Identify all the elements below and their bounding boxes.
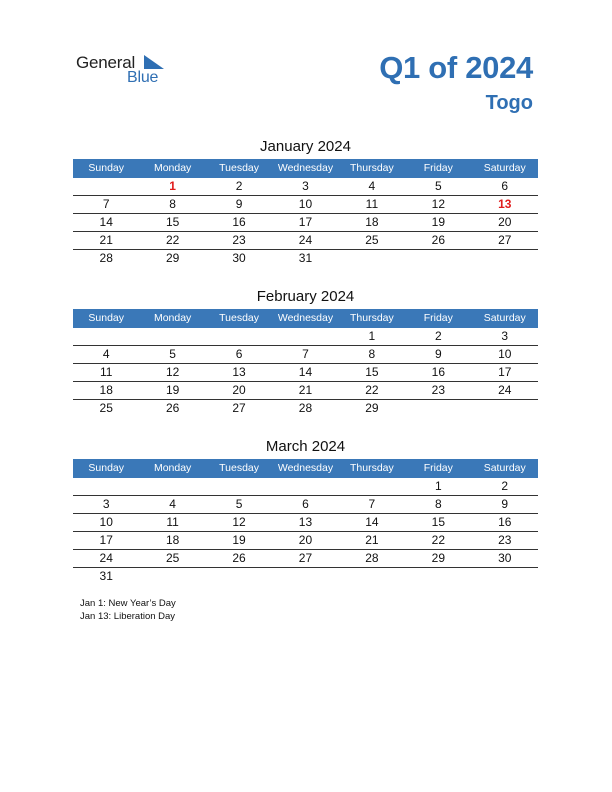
month-title: March 2024 [265,438,346,455]
date-cell: 15 [365,365,379,379]
weekday-label: Friday [423,162,453,174]
date-cell: 20 [298,533,313,547]
date-cell: 7 [102,197,110,211]
date-cell: 19 [431,215,445,229]
date-cell: 17 [298,215,313,229]
weekday-label: Thursday [350,312,394,324]
date-cell: 8 [434,497,442,511]
date-cell: 18 [365,215,379,229]
page-title: Q1 of 2024 [379,50,533,85]
week-row [73,532,538,550]
date-cell: 13 [298,515,313,529]
date-cell: 21 [365,533,379,547]
week-row [73,196,538,214]
date-cell: 2 [501,479,509,493]
date-cell [73,328,139,345]
date-cell: 29 [365,401,379,415]
date-cell: 22 [431,533,445,547]
date-cell: 5 [434,179,442,193]
date-cell: 6 [302,497,309,511]
holiday-notes [80,597,176,623]
date-cell: 27 [232,401,246,415]
date-cell: 26 [431,233,445,247]
month-title: January 2024 [260,138,351,155]
date-cell [206,478,272,495]
date-cell: 22 [365,383,379,397]
weekday-header [73,159,538,178]
date-cell: 9 [235,197,243,211]
date-cell: 3 [102,497,110,511]
date-cell [339,478,405,495]
date-cell [272,328,338,345]
date-cell: 5 [169,347,176,361]
weekday-label: Wednesday [277,162,334,174]
logo-text-general: General [76,53,136,72]
weekday-label: Saturday [483,312,526,324]
weekday-label: Tuesday [219,312,259,324]
date-cell: 13 [232,365,246,379]
date-cell [73,178,139,195]
holiday-date-cell: 1 [169,179,176,193]
country-name: Togo [485,92,533,114]
date-cell: 3 [302,179,309,193]
weekday-label: Thursday [350,462,394,474]
date-cell: 23 [232,233,246,247]
date-cell [272,568,338,585]
date-cell: 14 [365,515,379,529]
date-cell: 20 [232,383,246,397]
date-cell: 20 [498,215,512,229]
date-cell: 8 [169,197,176,211]
date-cell: 28 [99,251,113,265]
date-cell: 27 [498,233,512,247]
week-row [73,496,538,514]
weekday-label: Tuesday [219,162,259,174]
week-row [73,364,538,382]
date-cell: 26 [232,551,246,565]
date-cell: 24 [99,551,113,565]
date-cell: 4 [102,347,110,361]
date-cell: 16 [498,515,512,529]
date-cell [339,250,405,267]
date-cell: 25 [365,233,379,247]
weekday-label: Monday [153,312,192,324]
weekday-label: Saturday [483,462,526,474]
date-cell: 7 [302,347,309,361]
holiday-note: Jan 13: Liberation Day [80,611,176,622]
logo-triangle-icon [144,55,164,69]
date-cell: 4 [169,497,176,511]
date-cell [272,478,338,495]
date-cell: 3 [501,329,509,343]
weekday-label: Monday [153,162,192,174]
week-row [73,568,538,585]
date-cell: 6 [501,179,509,193]
weekday-label: Monday [153,462,192,474]
week-row [73,514,538,532]
week-row [73,550,538,568]
date-cell: 6 [235,347,243,361]
date-cell: 21 [99,233,113,247]
weekday-label: Sunday [88,462,125,474]
date-cell: 18 [99,383,113,397]
date-cell [206,328,272,345]
date-cell [73,478,139,495]
date-cell: 18 [165,533,180,547]
month-title: February 2024 [256,288,355,305]
date-cell: 14 [99,215,113,229]
date-cell: 8 [368,347,376,361]
date-cell: 2 [235,179,243,193]
month-calendar-march [73,436,538,585]
date-cell [405,400,471,417]
date-cell: 30 [498,551,512,565]
date-cell: 31 [298,251,313,265]
date-cell: 19 [232,533,246,547]
date-cell: 16 [431,365,445,379]
date-cell: 4 [368,179,376,193]
date-cell: 19 [165,383,180,397]
date-cell [139,568,205,585]
date-cell [206,568,272,585]
date-cell: 24 [298,233,313,247]
date-cell: 29 [431,551,445,565]
date-cell: 23 [431,383,445,397]
date-cell: 10 [298,197,313,211]
weekday-header [73,309,538,328]
date-cell [339,568,405,585]
week-row [73,250,538,267]
date-cell: 22 [165,233,180,247]
date-cell: 29 [165,251,180,265]
date-cell: 7 [368,497,376,511]
date-cell: 12 [232,515,246,529]
holiday-date-cell: 13 [498,197,512,211]
date-cell: 16 [232,215,246,229]
date-cell: 28 [365,551,379,565]
date-cell: 14 [298,365,313,379]
date-cell: 25 [165,551,180,565]
date-cell: 10 [99,515,113,529]
weekday-label: Thursday [350,162,394,174]
weekday-label: Tuesday [219,462,259,474]
date-cell [139,328,205,345]
date-cell: 9 [434,347,442,361]
date-cell: 31 [99,569,113,583]
weekday-label: Wednesday [277,462,334,474]
week-row [73,232,538,250]
date-cell: 23 [498,533,512,547]
date-cell: 26 [165,401,180,415]
date-cell: 15 [431,515,445,529]
date-cell: 28 [298,401,313,415]
weekday-label: Sunday [88,162,125,174]
date-cell: 25 [99,401,113,415]
date-cell: 17 [99,533,113,547]
date-cell: 12 [431,197,445,211]
weekday-label: Sunday [88,312,125,324]
date-cell [472,400,538,417]
generalblue-logo [76,52,176,88]
date-cell: 5 [235,497,243,511]
weekday-header [73,459,538,478]
week-row [73,346,538,364]
logo-text-blue: Blue [127,69,159,86]
week-row [73,382,538,400]
month-calendar-january [73,136,538,267]
date-cell: 11 [99,365,113,379]
date-cell: 9 [501,497,509,511]
date-cell: 27 [298,551,313,565]
date-cell [472,568,538,585]
date-cell: 2 [434,329,442,343]
date-cell: 11 [365,197,379,211]
week-row [73,214,538,232]
date-cell: 30 [232,251,246,265]
date-cell: 1 [368,329,376,343]
date-cell [472,250,538,267]
holiday-note: Jan 1: New Year’s Day [80,598,176,609]
date-cell: 21 [298,383,313,397]
week-row [73,478,538,496]
date-cell: 15 [165,215,180,229]
date-cell [139,478,205,495]
date-cell: 11 [166,515,179,529]
date-cell: 17 [498,365,512,379]
weekday-label: Friday [423,312,453,324]
weekday-label: Friday [423,462,453,474]
date-cell: 24 [498,383,512,397]
date-cell [405,568,471,585]
date-cell: 1 [434,479,442,493]
week-row [73,178,538,196]
date-cell: 10 [498,347,512,361]
week-row [73,328,538,346]
weekday-label: Saturday [483,162,526,174]
weekday-label: Wednesday [277,312,334,324]
date-cell: 12 [165,365,180,379]
date-cell [405,250,471,267]
week-row [73,400,538,417]
month-calendar-february [73,286,538,417]
